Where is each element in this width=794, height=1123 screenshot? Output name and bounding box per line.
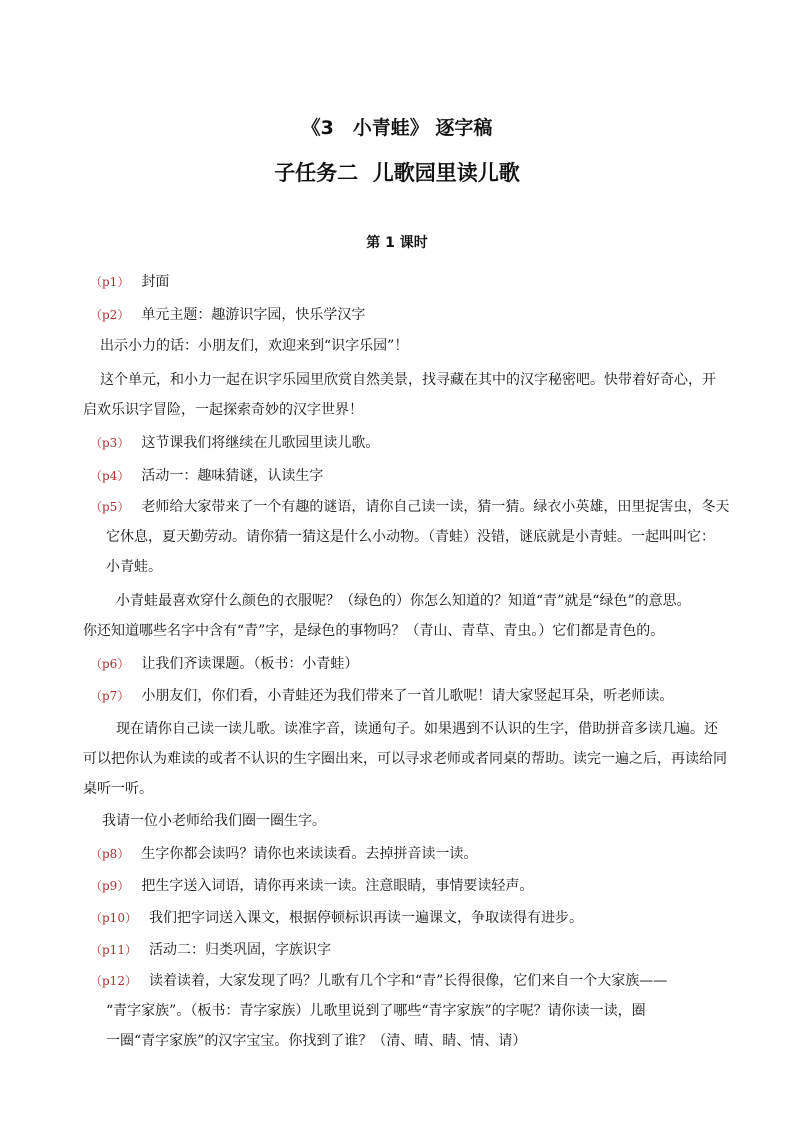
p2-text: 单元主题：趣游识字园，快乐学汉字 bbox=[141, 307, 366, 323]
p9-line bbox=[90, 876, 533, 896]
p7-paragraph-c: 我请一位小老师给我们圈一圈生字。 bbox=[102, 813, 326, 829]
p7-paragraph-b-line1: 现在请你自己读一读儿歌。读准字音，读通句子。如果遇到不认识的生字，借助拼音多读几遍。还 bbox=[116, 721, 718, 737]
p7-tag: （p7） bbox=[90, 689, 130, 703]
p5-text-line1: 老师给大家带来了一个有趣的谜语，请你自己读一读，猜一猜。绿衣小英雄，田里捉害虫，冬天 bbox=[141, 499, 730, 515]
p10-text: 我们把字词送入课文，根据停顿标识再读一遍课文，争取读得有进步。 bbox=[148, 910, 583, 926]
p6-line bbox=[90, 654, 358, 674]
p5-line bbox=[90, 497, 729, 517]
p8-line bbox=[90, 844, 477, 864]
p2-paragraph-b-line1: 这个单元，和小力一起在识字乐园里欣赏自然美景，找寻藏在其中的汉字秘密吧。快带着好奇心，开 bbox=[100, 372, 716, 388]
p3-line bbox=[90, 433, 379, 453]
p10-line bbox=[90, 908, 583, 928]
document-subtitle: 子任务二 儿歌园里读儿歌 bbox=[274, 161, 520, 185]
p1-text: 封面 bbox=[141, 274, 170, 290]
p5-text-line2: 它休息，夏天勤劳动。请你猜一猜这是什么小动物。（青蛙）没错，谜底就是小青蛙。一起叫叫它： bbox=[106, 529, 715, 545]
p11-line bbox=[90, 940, 331, 960]
p5-paragraph-b-line2: 你还知道哪些名字中含有“青”字，是绿色的事物吗？（青山、青草、青虫。）它们都是青色的。 bbox=[83, 623, 665, 639]
p10-tag: （p10） bbox=[90, 911, 137, 925]
p3-tag: （p3） bbox=[90, 436, 130, 450]
p8-tag: （p8） bbox=[90, 847, 130, 861]
p12-text-line1: 读着读着，大家发现了吗？儿歌有几个字和“青”长得很像，它们来自一个大家族—— bbox=[148, 973, 668, 989]
p7-line bbox=[90, 686, 673, 706]
p4-text: 活动一：趣味猜谜，认读生字 bbox=[141, 468, 324, 484]
p1-line bbox=[90, 272, 169, 292]
p12-line bbox=[90, 971, 667, 991]
p6-tag: （p6） bbox=[90, 657, 130, 671]
p2-paragraph-a: 出示小力的话：小朋友们，欢迎来到“识字乐园”！ bbox=[100, 338, 409, 354]
p7-text: 小朋友们，你们看，小青蛙还为我们带来了一首儿歌呢！请大家竖起耳朵，听老师读。 bbox=[141, 688, 674, 704]
p4-tag: （p4） bbox=[90, 469, 130, 483]
p11-text: 活动二：归类巩固，字族识字 bbox=[148, 942, 331, 958]
p7-paragraph-b-line3: 桌听一听。 bbox=[83, 781, 153, 797]
p1-tag: （p1） bbox=[90, 275, 130, 289]
p12-text-line2: “青字家族”。（板书：青字家族）儿歌里说到了哪些“青字家族”的字呢？请你读一读，圈 bbox=[106, 1003, 646, 1019]
p2-paragraph-b-line2: 启欢乐识字冒险，一起探索奇妙的汉字世界！ bbox=[83, 402, 363, 418]
p3-text: 这节课我们将继续在儿歌园里读儿歌。 bbox=[141, 435, 380, 451]
p12-text-line3: 一圈“青字家族”的汉字宝宝。你找到了谁？（清、晴、睛、情、请） bbox=[106, 1033, 527, 1049]
document-title: 《3 小青蛙》 逐字稿 bbox=[301, 117, 493, 139]
p9-tag: （p9） bbox=[90, 879, 130, 893]
p12-tag: （p12） bbox=[90, 974, 137, 988]
p4-line bbox=[90, 466, 323, 486]
p9-text: 把生字送入词语，请你再来读一读。注意眼睛，事情要读轻声。 bbox=[141, 878, 534, 894]
p2-tag: （p2） bbox=[90, 308, 130, 322]
p2-line bbox=[90, 305, 365, 325]
lesson-label: 第 1 课时 bbox=[366, 235, 428, 251]
p5-paragraph-b-line1: 小青蛙最喜欢穿什么颜色的衣服呢？（绿色的）你怎么知道的？知道“青”就是“绿色”的意思。 bbox=[116, 593, 691, 609]
p5-tag: （p5） bbox=[90, 500, 130, 514]
p8-text: 生字你都会读吗？请你也来读读看。去掉拼音读一读。 bbox=[141, 846, 478, 862]
p6-text: 让我们齐读课题。（板书：小青蛙） bbox=[141, 656, 359, 672]
p5-text-line3: 小青蛙。 bbox=[106, 559, 162, 575]
p11-tag: （p11） bbox=[90, 943, 137, 957]
p7-paragraph-b-line2: 可以把你认为难读的或者不认识的生字圈出来，可以寻求老师或者同桌的帮助。读完一遍之后，再读给同 bbox=[83, 751, 727, 767]
